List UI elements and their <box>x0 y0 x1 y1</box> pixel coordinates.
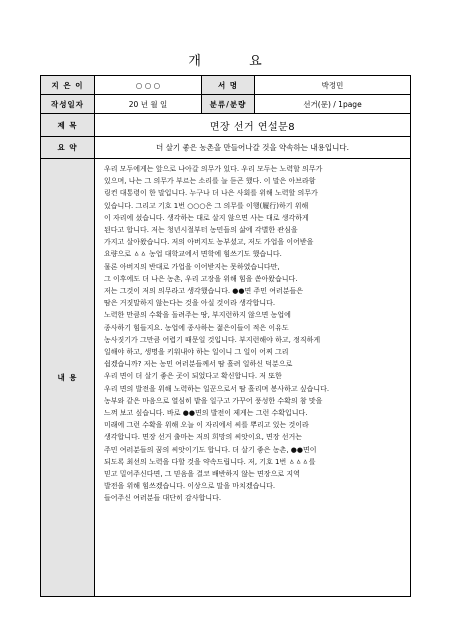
name-label: 서 명 <box>202 76 255 95</box>
content-line: 그 이후에도 더 나은 농촌, 우리 고장을 위해 힘을 쏟아왔습니다. <box>104 274 298 283</box>
content-line: 요량으로 ㅿㅿ 농업 대학교에서 면학에 힘쓰기도 했습니다. <box>104 250 282 259</box>
author-label: 지 은 이 <box>41 76 95 95</box>
content-text <box>95 159 410 505</box>
content-line: 된다고 합니다. 저는 청년시절부터 농민들의 삶에 각별한 관심을 <box>104 226 298 235</box>
content-line: 생각합니다. 면장 선거 출마는 저의 희망의 씨앗이요, 면장 선거는 <box>104 433 303 442</box>
page-title: 개 요 <box>188 54 284 69</box>
content-line: 우리 모두에게는 앞으로 나아갈 의무가 있다. 우리 모두는 노력할 의무가 <box>104 165 323 173</box>
summary-form-table <box>40 75 411 597</box>
content-line: 들어주신 여러분들 대단히 감사합니다. <box>104 494 222 503</box>
content-line: 노력한 만큼의 수확을 돌려주는 땅, 부지런하지 않으면 농업에 <box>104 311 291 320</box>
content-line: 가지고 살아왔습니다. 저의 아버지도 농부셨고, 저도 가업을 이어받을 <box>104 238 314 247</box>
date-row <box>41 95 411 114</box>
content-line: 농부와 같은 마음으로 열심히 밭을 일구고 가꾸어 풍성한 수확의 참 맛을 <box>104 396 323 405</box>
content-line: 있으며, 나는 그 의무가 부르는 소리를 늘 듣곤 했다. 이 말은 아브라함 <box>104 177 316 186</box>
date-label: 작성일자 <box>41 95 95 114</box>
content-line: 땀은 거짓말하지 않는다는 것을 아실 것이라 생각합니다. <box>104 299 276 308</box>
content-line: 일해야 하고, 생명을 키워내야 하는 일이니 그 일이 어찌 그리 <box>104 348 289 357</box>
content-line: 믿고 밀어주신다면, 그 믿음을 결코 배반하지 않는 면장으로 지역 <box>104 470 300 479</box>
subject-value: 면장 선거 연설문8 <box>95 114 411 137</box>
content-line: 종사하기 힘들지요. 농업에 종사하는 젊은이들이 적은 이유도 <box>104 323 289 332</box>
author-value: ○ ○ ○ <box>95 76 202 95</box>
content-line: 느껴 보고 싶습니다. 바로 ●●면의 발전이 제게는 그런 수확입니다. <box>104 409 308 418</box>
content-line: 되도록 최선의 노력을 다할 것을 약속드립니다. 저, 기호 1번 ㅿㅿㅿ를 <box>104 457 316 466</box>
content-row <box>41 159 411 597</box>
content-line: 이 자리에 섰습니다. 생각하는 대로 살지 않으면 사는 대로 생각하게 <box>104 213 309 222</box>
content-line: 있습니다. 그리고 기호 1번 ○○○은 그 의무를 이행(履行)하기 위해 <box>104 201 309 210</box>
subject-row <box>41 114 411 137</box>
subject-label: 제 목 <box>41 114 95 137</box>
author-row <box>41 76 411 95</box>
content-line: 물론 아버지의 반대로 가업을 이어받지는 못하였습니다만, <box>104 262 280 271</box>
summary-row <box>41 137 411 159</box>
content-label: 내 용 <box>41 159 95 597</box>
content-line: 링컨 대통령이 한 말입니다. 누구나 더 나은 사회를 위해 노력할 의무가 <box>104 189 318 198</box>
content-line: 주민 여러분들의 꿈의 씨앗이기도 합니다. 더 살기 좋은 농촌, ●●면이 <box>104 445 317 454</box>
name-value: 박정민 <box>255 76 411 95</box>
content-line: 우리 면의 발전을 위해 노력하는 일꾼으로서 땀 흘리며 봉사하고 싶습니다. <box>104 384 330 393</box>
summary-label: 요 약 <box>41 137 95 159</box>
category-value: 선거(문) / 1page <box>255 95 411 114</box>
content-line: 발전을 위해 힘쓰겠습니다. 이상으로 말을 마치겠습니다. <box>104 482 276 491</box>
content-line: 저는 그것이 저의 의무라고 생각했습니다. ●●면 주민 여러분들은 <box>104 287 304 296</box>
category-label: 분류/분량 <box>202 95 255 114</box>
content-line: 우리 면이 더 살기 좋은 곳이 되었다고 확신합니다. 저 또한 <box>104 372 282 381</box>
content-line: 쉽겠습니까? 저는 농민 여러분들께서 땀 흘려 일하신 덕분으로 <box>104 360 293 369</box>
summary-value: 더 살기 좋은 농촌을 만들어나갈 것을 약속하는 내용입니다. <box>95 137 411 159</box>
content-line: 농사짓기가 그만큼 어렵기 때문일 것입니다. 부지런해야 하고, 정직하게 <box>104 335 321 344</box>
content-line: 미래에 그런 수확을 위해 오늘 이 자리에서 씨를 뿌리고 있는 것이라 <box>104 421 309 430</box>
date-value: 20 년 월 일 <box>95 95 202 114</box>
content-body <box>95 159 411 597</box>
